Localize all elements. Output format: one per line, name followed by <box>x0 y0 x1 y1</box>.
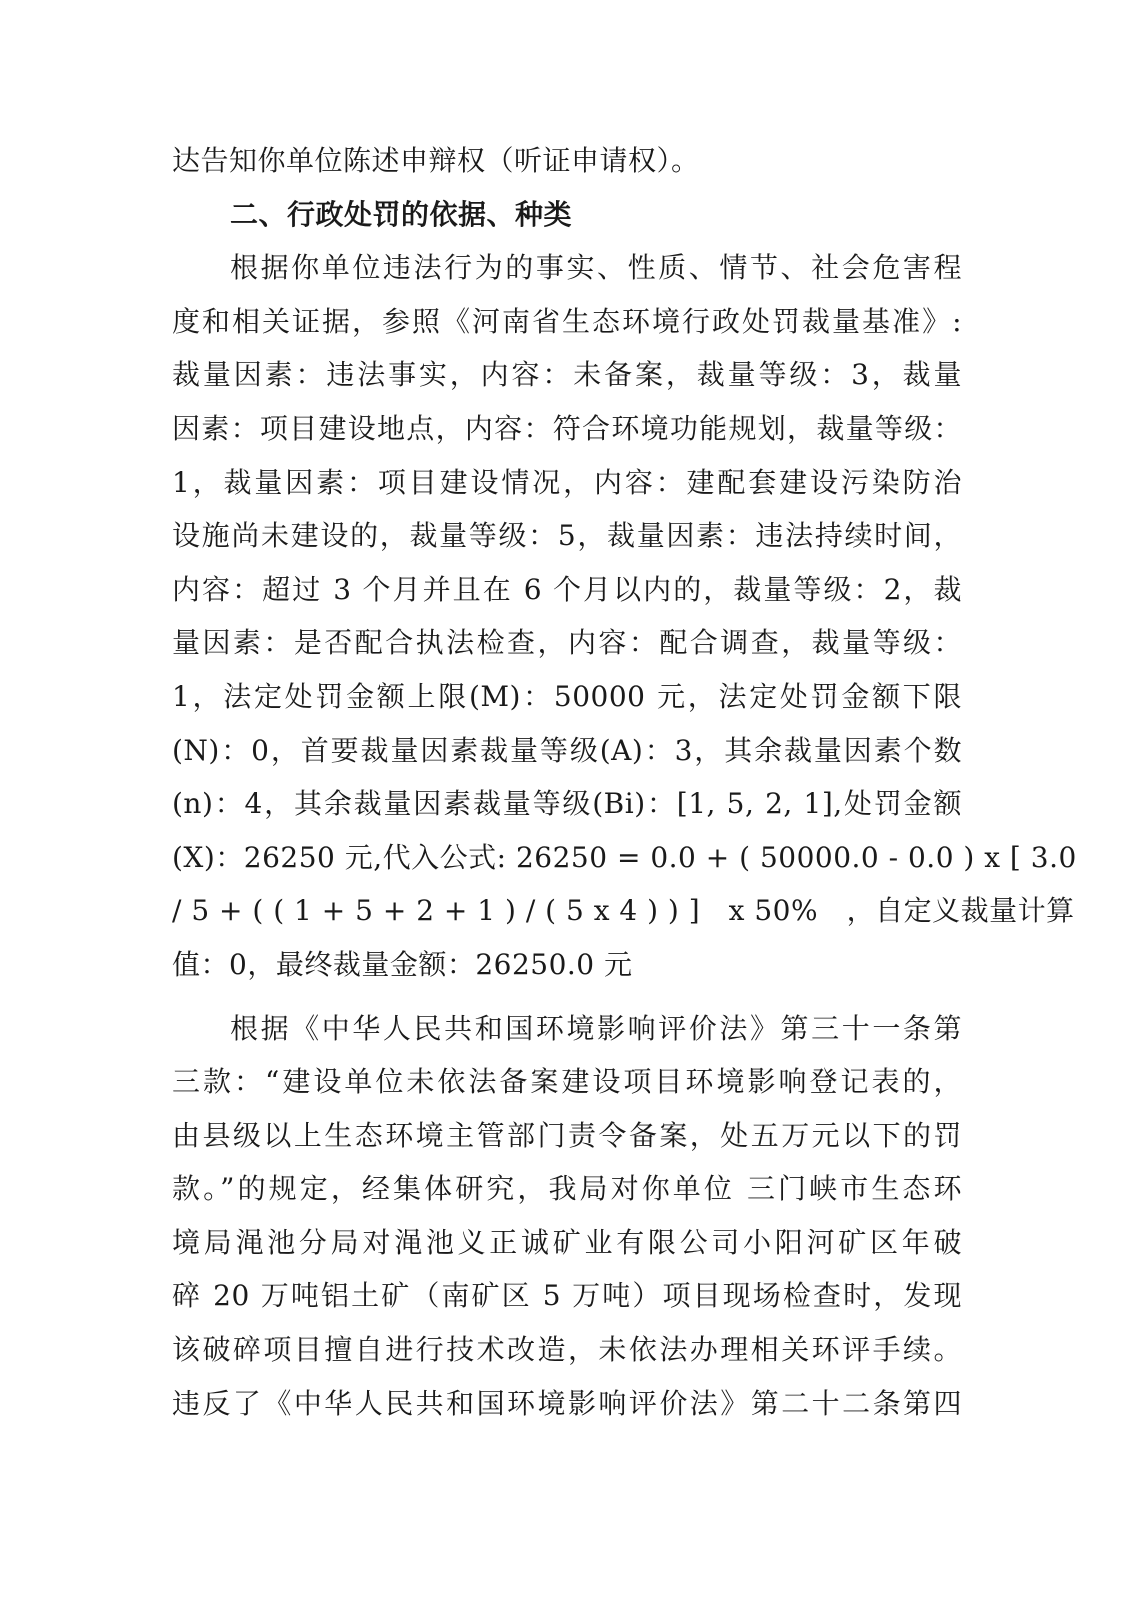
paragraph-line: 因素：项目建设地点，内容：符合环境功能规划，裁量等级： <box>172 411 962 445</box>
paragraph-line: 碎 20 万吨铝土矿（南矿区 5 万吨）项目现场检查时，发现 <box>172 1279 962 1313</box>
document-body <box>172 134 1077 1430</box>
paragraph-line: 1，裁量因素：项目建设情况，内容：建配套建设污染防治 <box>172 465 962 499</box>
paragraph-line: 内容：超过 3 个月并且在 6 个月以内的，裁量等级：2，裁 <box>172 572 962 606</box>
paragraph-line: 根据《中华人民共和国环境影响评价法》第三十一条第 <box>230 1011 962 1045</box>
paragraph-line: (N)：0，首要裁量因素裁量等级(A)：3，其余裁量因素个数 <box>172 733 962 767</box>
paragraph-line: 达告知你单位陈述申辩权（听证申请权）。 <box>172 144 700 177</box>
paragraph-line: 三款：“建设单位未依法备案建设项目环境影响登记表的， <box>172 1065 962 1099</box>
paragraph-line: 值：0，最终裁量金额：26250.0 元 <box>172 947 633 981</box>
paragraph-line: 该破碎项目擅自进行技术改造，未依法办理相关环评手续。 <box>172 1333 962 1367</box>
paragraph-line: 根据你单位违法行为的事实、性质、情节、社会危害程 <box>230 251 962 285</box>
paragraph-line: 度和相关证据，参照《河南省生态环境行政处罚裁量基准》: <box>172 304 962 338</box>
paragraph-line: 违反了《中华人民共和国环境影响评价法》第二十二条第四 <box>172 1386 962 1420</box>
paragraph-line: 设施尚未建设的，裁量等级：5，裁量因素：违法持续时间， <box>172 519 962 553</box>
paragraph-line: 裁量因素：违法事实，内容：未备案，裁量等级：3，裁量 <box>172 358 962 392</box>
paragraph-line: 由县级以上生态环境主管部门责令备案，处五万元以下的罚 <box>172 1118 962 1152</box>
formula-line: / 5 + ( ( 1 + 5 + 2 + 1 ) / ( 5 x 4 ) ) ] x 50% ，自定义裁量计算 <box>172 894 1075 928</box>
paragraph-line: 境局渑池分局对渑池义正诚矿业有限公司小阳河矿区年破 <box>172 1225 962 1259</box>
section-heading: 二、行政处罚的依据、种类 <box>230 197 573 231</box>
paragraph-line: (n)：4，其余裁量因素裁量等级(Bi)：[1, 5, 2, 1],处罚金额 <box>172 787 962 821</box>
paragraph-line: 1，法定处罚金额上限(M)：50000 元，法定处罚金额下限 <box>172 679 962 713</box>
formula-line: (X)：26250 元,代入公式: 26250 = 0.0 + ( 50000.0 - 0.0 ) x [ 3.0 <box>172 840 1077 874</box>
paragraph-line: 款。”的规定，经集体研究，我局对你单位 三门峡市生态环 <box>172 1172 962 1206</box>
paragraph-line: 量因素：是否配合执法检查，内容：配合调查，裁量等级： <box>172 626 962 660</box>
paragraph-spacer <box>172 992 962 1002</box>
